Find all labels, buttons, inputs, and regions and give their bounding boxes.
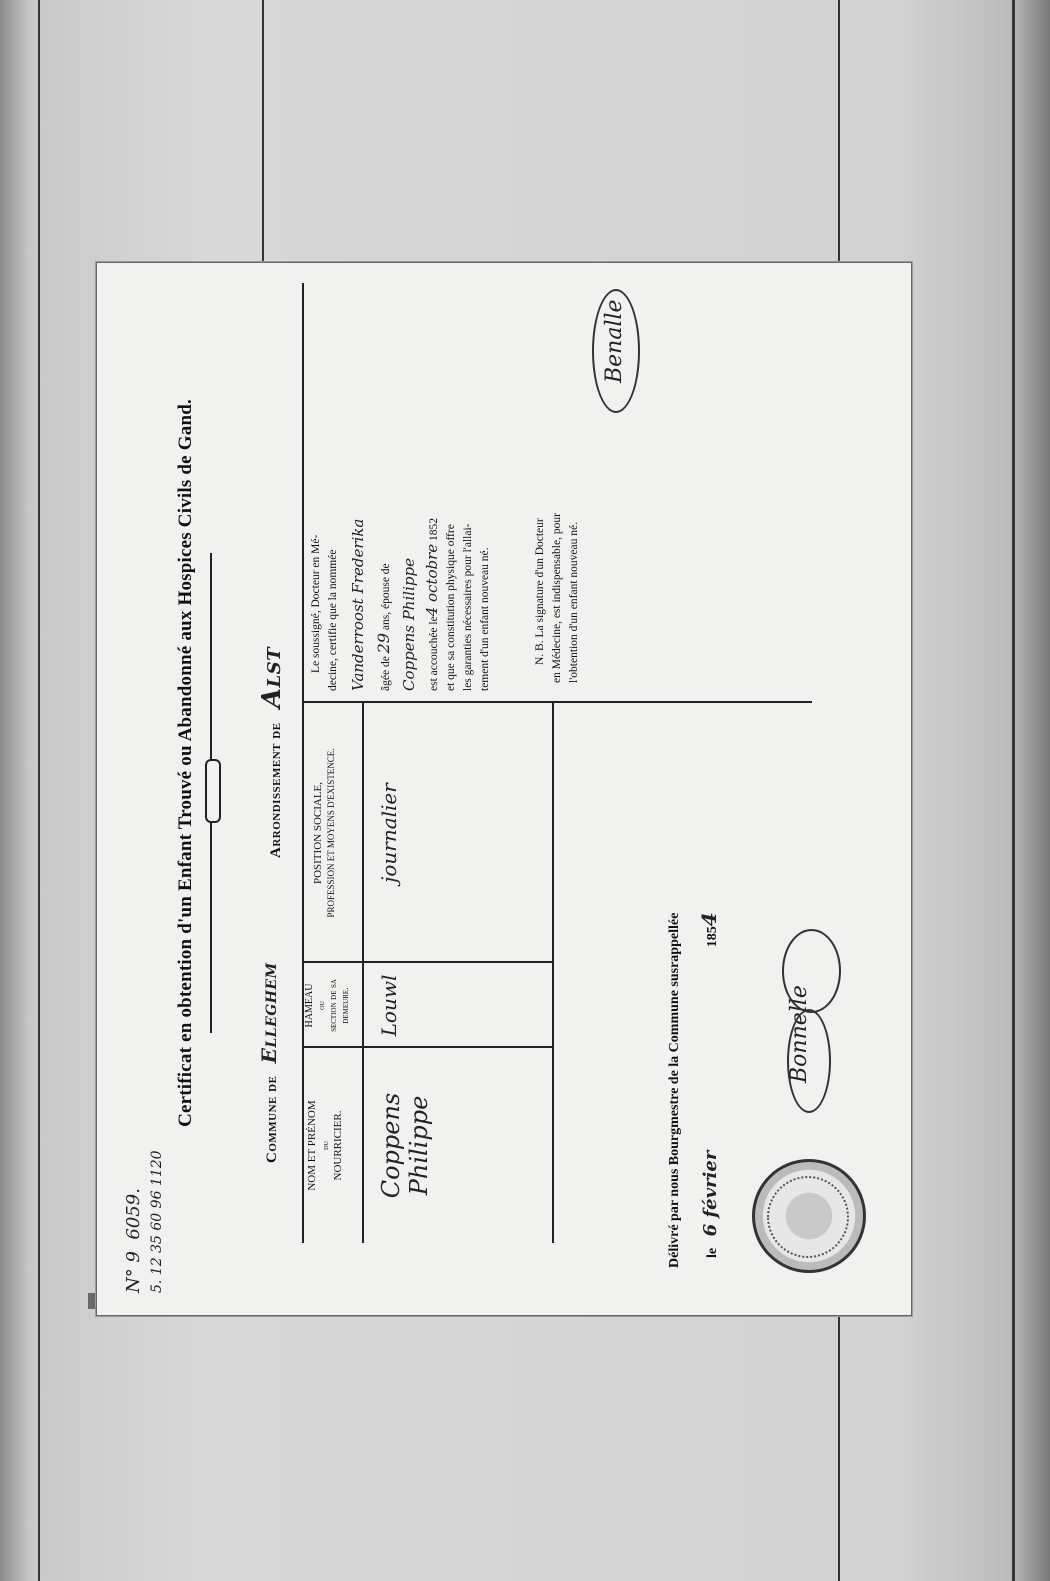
mayor-signature-flourish [782,929,841,1013]
table-top-rule [302,283,304,1243]
table-bottom-rule [552,703,554,1243]
title-ornament [205,553,217,1033]
delivered-year-hand: 4 [697,912,721,927]
page-rule-inner [262,0,264,262]
birth-date: 4 octobre [423,543,441,617]
commune-line [257,962,281,1163]
delivered-day: 6 février [700,1150,721,1237]
official-seal [752,1159,866,1273]
mayor-signature-flourish [787,1009,831,1113]
arrondissement-value: Alst [257,646,287,709]
mother-name: Vanderroost Frederika [349,518,367,691]
cell-hameau: Louwl [377,974,401,1037]
header-nom: NOM ET PRÉNOM du NOURRICIER. [306,1100,344,1191]
mother-age: 29 [374,632,393,654]
birth-year: 1852 [428,517,440,541]
commune-value: Elleghem [257,962,281,1064]
document-title: Certificat en obtention d'un Enfant Trouvé ou Abandonné aux Hospices Civils de Gand. [175,399,196,1127]
left-annotations [122,1150,168,1293]
table-header-rule [362,703,364,1243]
certificate-sheet [96,262,912,1316]
doctor-signature: Benalle [602,299,627,383]
annotation-number: 1120 [149,1150,165,1187]
page-rule-left [38,0,40,1581]
annotation-number: 60 [149,1212,165,1231]
header-hameau: HAMEAU ou section de sa demeure. [304,979,351,1032]
nota-bene: N. B. La signature d'un Docteur en Médecine, est indispensable, pour l'obtention d'un enfant nouveau né. [534,513,580,683]
arrondissement-label: Arrondissement de [268,722,284,858]
header-position: POSITION SOCIALE, PROFESSION ET MOYENS D'EXISTENCE. [312,748,336,918]
mayor-signature: Bonnelle [787,985,812,1083]
annotation-number: 96 [149,1190,165,1209]
doctor-certificate: Le soussigné, Docteur en Mé- decine, certifie que la nommée Vanderroost Frederika âgée de 29 ans, épouse de Coppens Philippe est accouchée le4 octobre 1852 et que sa constitution physique offre les garanties nécessaires pour l'allai- tement d'un enfant nouveau né. [308,451,494,691]
delivered-date-line: le 6 février 1854 [697,912,721,1258]
spouse-name: Coppens Philippe [400,558,418,691]
rotated-form [97,263,911,1313]
cell-nom: Coppens Philippe [377,1092,433,1199]
doctor-signature-flourish [592,289,640,413]
annotation-number: 6059. [123,1188,144,1240]
arrondissement-line [257,647,287,858]
annotation-number: 5. [149,1279,165,1293]
annotation-number: N° 9 [123,1251,144,1293]
annotation-number: 12 [149,1257,165,1276]
delivered-year: 185 [705,926,720,948]
cell-position: journalier [377,783,401,883]
commune-label: Commune de [264,1075,280,1163]
delivered-line: Délivré par nous Bourgmestre de la Commune susrappellée [667,912,682,1268]
register-table [302,283,627,1243]
page-rule-far-right [1012,0,1015,1581]
annotation-number: 35 [149,1235,165,1253]
